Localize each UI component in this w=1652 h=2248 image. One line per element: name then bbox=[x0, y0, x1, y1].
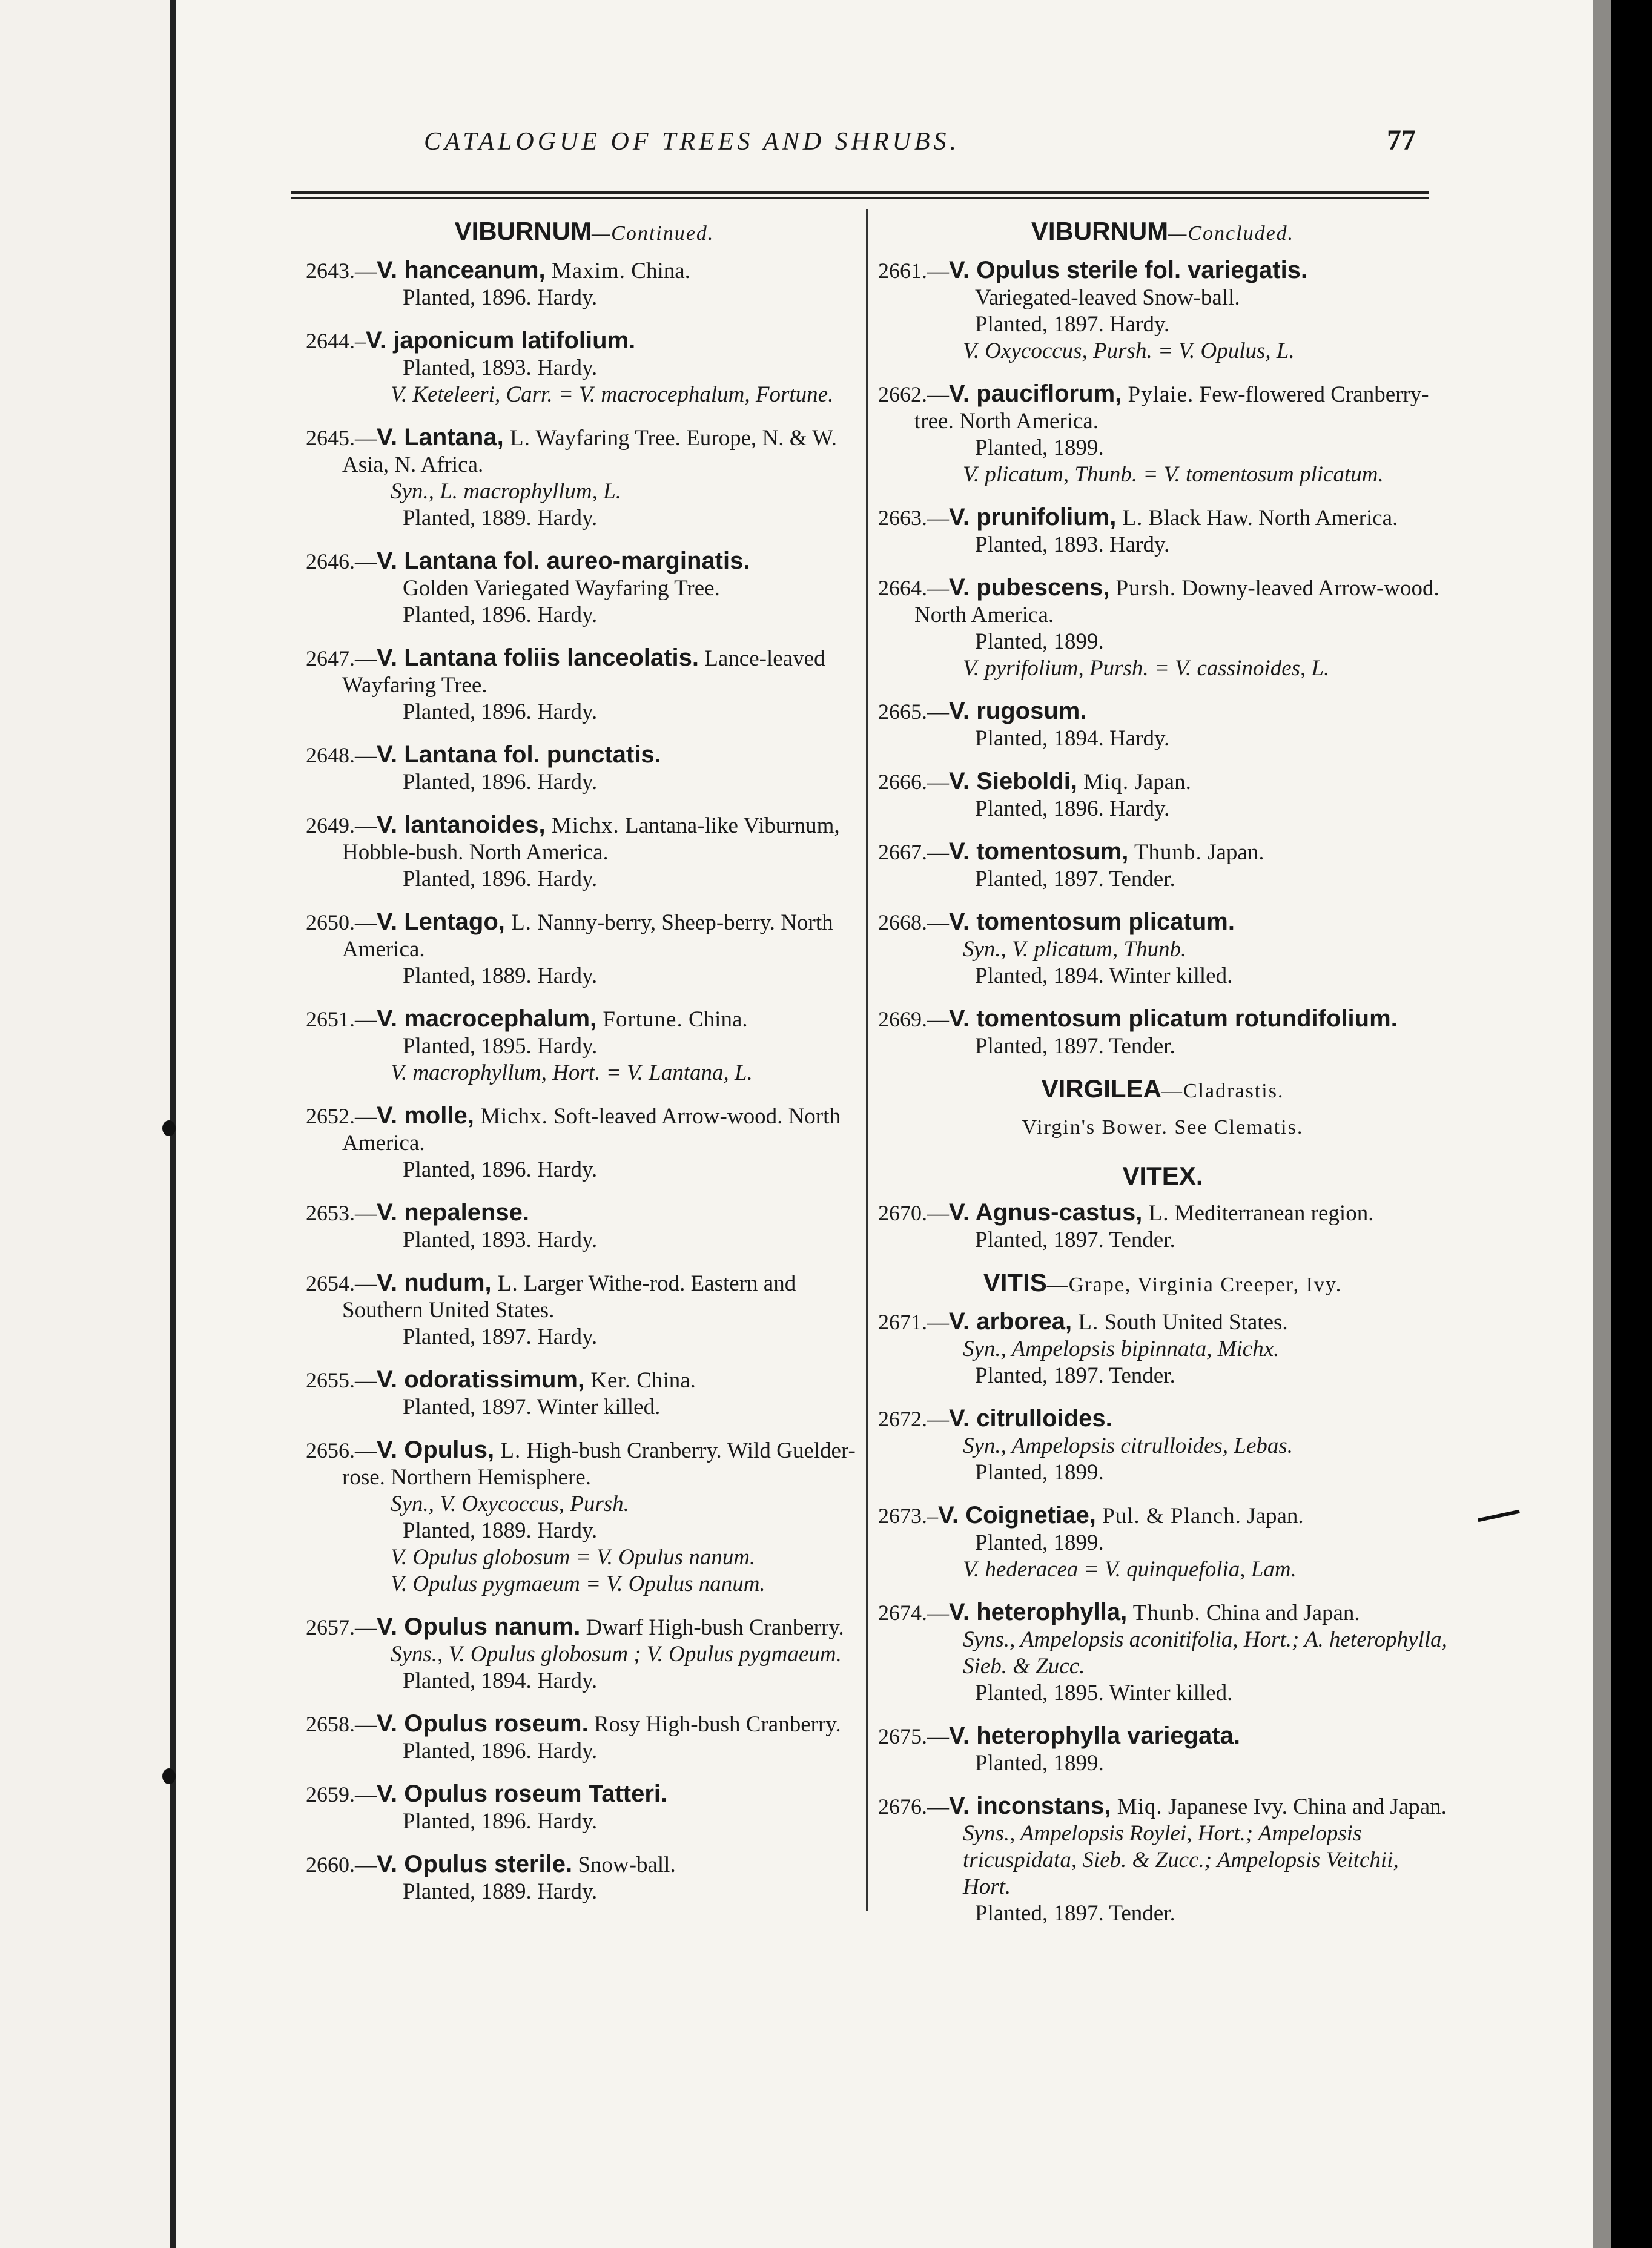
species-description: Black Haw. North America. bbox=[1143, 506, 1398, 531]
entry-number: 2651.— bbox=[306, 1007, 377, 1031]
genus-heading-vitex bbox=[878, 1163, 1447, 1189]
entry-heading bbox=[878, 574, 1447, 629]
planted-note: Planted, 1889. Hardy. bbox=[403, 964, 598, 988]
planted-note: Planted, 1893. Hardy. bbox=[403, 1228, 598, 1252]
planted-note: Planted, 1896. Hardy. bbox=[403, 699, 598, 724]
entry-heading bbox=[306, 1005, 863, 1033]
catalogue-entry bbox=[306, 1005, 863, 1086]
entry-heading bbox=[878, 908, 1447, 936]
heading-note: —Continued. bbox=[591, 222, 715, 245]
entry-heading bbox=[306, 547, 863, 575]
species-name: V. Opulus, bbox=[377, 1436, 495, 1463]
species-name: V. nudum, bbox=[377, 1269, 492, 1296]
species-author: L. bbox=[1072, 1310, 1099, 1335]
entry-number: 2676.— bbox=[878, 1794, 949, 1819]
entry-heading bbox=[306, 812, 863, 866]
catalogue-entry bbox=[306, 1199, 863, 1254]
entry-number: 2672.— bbox=[878, 1407, 949, 1431]
entry-heading bbox=[878, 504, 1447, 532]
catalogue-entry bbox=[306, 1851, 863, 1905]
entry-heading bbox=[878, 1793, 1447, 1820]
entry-heading bbox=[306, 424, 863, 478]
right-column bbox=[878, 218, 1447, 1943]
species-description: China. bbox=[631, 1368, 696, 1393]
catalogue-entry bbox=[878, 380, 1447, 488]
entry-number: 2657.— bbox=[306, 1615, 377, 1639]
species-name: V. prunifolium, bbox=[949, 504, 1117, 531]
entry-number: 2675.— bbox=[878, 1724, 949, 1748]
entry-number: 2650.— bbox=[306, 910, 377, 934]
species-description: Japanese Ivy. China and Japan. bbox=[1162, 1794, 1447, 1819]
catalogue-entry bbox=[306, 327, 863, 408]
column-divider bbox=[866, 209, 868, 1911]
species-author: L. bbox=[494, 1438, 521, 1463]
planted-note: Planted, 1897. Hardy. bbox=[975, 312, 1170, 337]
species-name: V. arborea, bbox=[949, 1308, 1072, 1335]
catalogue-entry bbox=[878, 257, 1447, 365]
entry-heading bbox=[306, 257, 863, 285]
species-description: Japan. bbox=[1129, 770, 1191, 795]
synonym-note: V. Oxycoccus, Pursh. = V. Opulus, L. bbox=[963, 339, 1295, 363]
entry-heading bbox=[306, 1780, 863, 1808]
catalogue-entry bbox=[306, 908, 863, 990]
planted-note: Planted, 1894. Hardy. bbox=[975, 726, 1170, 751]
catalogue-entry bbox=[306, 547, 863, 629]
planted-note: Planted, 1897. Winter killed. bbox=[403, 1395, 661, 1420]
entry-number: 2653.— bbox=[306, 1201, 377, 1225]
synonym-note: Syn., Ampelopsis citrulloides, Lebas. bbox=[963, 1433, 1294, 1458]
species-description: Mediterranean region. bbox=[1169, 1201, 1374, 1226]
entry-heading bbox=[878, 380, 1447, 435]
planted-note: Golden Variegated Wayfaring Tree. bbox=[403, 576, 720, 601]
entry-heading bbox=[306, 1199, 863, 1227]
genus-heading-viburnum bbox=[306, 218, 863, 247]
catalogue-entry bbox=[878, 1793, 1447, 1927]
species-name: V. Lantana fol. aureo-marginatis. bbox=[377, 547, 750, 574]
catalogue-entry bbox=[306, 741, 863, 796]
catalogue-entry bbox=[306, 644, 863, 726]
species-author: Michx. bbox=[474, 1104, 548, 1129]
entry-heading bbox=[306, 327, 863, 355]
catalogue-entry bbox=[306, 257, 863, 311]
entry-heading bbox=[306, 1613, 863, 1641]
genus-name: VIBURNUM bbox=[454, 217, 592, 245]
genus-heading-viburnum-concluded bbox=[878, 218, 1447, 247]
entry-list bbox=[306, 257, 863, 1905]
species-description: China. bbox=[682, 1007, 748, 1032]
species-name: V. Coignetiae, bbox=[938, 1502, 1096, 1529]
planted-note: Planted, 1897. Tender. bbox=[975, 867, 1175, 891]
planted-note: Planted, 1896. Hardy. bbox=[403, 1157, 598, 1182]
catalogue-entry bbox=[306, 1102, 863, 1183]
entry-number: 2664.— bbox=[878, 576, 949, 600]
entry-heading bbox=[878, 1405, 1447, 1433]
entry-heading bbox=[878, 1005, 1447, 1033]
species-name: V. lantanoides, bbox=[377, 812, 546, 838]
page-edge-strip bbox=[1593, 0, 1611, 2248]
entry-heading bbox=[306, 908, 863, 963]
species-author: L. bbox=[1142, 1201, 1169, 1226]
species-name: V. Sieboldi, bbox=[949, 768, 1077, 795]
heading-note: —Cladrastis. bbox=[1161, 1080, 1284, 1102]
binding-mark bbox=[162, 1768, 176, 1784]
entry-number: 2661.— bbox=[878, 259, 949, 283]
genus-name: VITEX. bbox=[1122, 1162, 1203, 1190]
catalogue-entry bbox=[878, 768, 1447, 822]
catalogue-entry bbox=[306, 1613, 863, 1694]
entry-heading bbox=[878, 1308, 1447, 1336]
species-author: Fortune. bbox=[596, 1007, 683, 1032]
catalogue-entry bbox=[878, 504, 1447, 558]
species-description: Larger Withe-rod. Eastern and Southern United States. bbox=[342, 1271, 796, 1323]
planted-note: Planted, 1897. Tender. bbox=[975, 1901, 1175, 1926]
species-author: Pul. & Planch. bbox=[1095, 1504, 1241, 1529]
species-description: Snow-ball. bbox=[572, 1853, 676, 1877]
entry-heading bbox=[878, 1502, 1447, 1530]
planted-note: Planted, 1889. Hardy. bbox=[403, 1518, 598, 1543]
species-name: V. Opulus roseum. bbox=[377, 1710, 589, 1737]
entry-number: 2663.— bbox=[878, 506, 949, 530]
catalogue-entry bbox=[878, 838, 1447, 893]
species-description: Soft-leaved Arrow-wood. North America. bbox=[342, 1104, 841, 1155]
species-name: V. hanceanum, bbox=[377, 257, 546, 283]
synonym-note: Syns., Ampelopsis aconitifolia, Hort.; A. heterophylla, Sieb. & Zucc. bbox=[963, 1627, 1447, 1679]
planted-note: Variegated-leaved Snow-ball. bbox=[975, 285, 1240, 310]
species-description: Few-flowered Cranberry-tree. North America. bbox=[914, 382, 1429, 434]
genus-heading-vitis bbox=[878, 1269, 1447, 1298]
entry-number: 2656.— bbox=[306, 1438, 377, 1463]
species-name: V. Agnus-castus, bbox=[949, 1199, 1143, 1226]
planted-note: Planted, 1896. Hardy. bbox=[403, 1809, 598, 1834]
catalogue-entry bbox=[878, 1722, 1447, 1777]
species-description: South United States. bbox=[1099, 1310, 1288, 1335]
planted-note: Planted, 1894. Hardy. bbox=[403, 1668, 598, 1693]
entry-heading bbox=[878, 257, 1447, 285]
planted-note: Planted, 1893. Hardy. bbox=[403, 355, 598, 380]
species-author: L. bbox=[491, 1271, 518, 1296]
species-description: Dwarf High-bush Cranberry. bbox=[580, 1615, 844, 1640]
entry-number: 2652.— bbox=[306, 1104, 377, 1128]
species-description: Downy-leaved Arrow-wood. North America. bbox=[914, 576, 1439, 627]
planted-note: Planted, 1889. Hardy. bbox=[403, 1879, 598, 1904]
page-number: 77 bbox=[1387, 124, 1416, 156]
planted-note: Planted, 1899. bbox=[975, 435, 1104, 460]
species-description: High-bush Cranberry. Wild Guelder-rose. Northern Hemisphere. bbox=[342, 1438, 856, 1490]
planted-note: Planted, 1897. Tender. bbox=[975, 1228, 1175, 1252]
species-author: Pursh. bbox=[1109, 576, 1177, 601]
entry-heading bbox=[878, 838, 1447, 866]
species-author: L. bbox=[503, 426, 530, 451]
synonym-note: Syns., Ampelopsis Roylei, Hort.; Ampelopsis tricuspidata, Sieb. & Zucc.; Ampelopsis Veitchii, Hort. bbox=[963, 1821, 1399, 1899]
species-name: V. inconstans, bbox=[949, 1793, 1111, 1819]
previous-page-edge bbox=[0, 0, 174, 2248]
catalogue-entry bbox=[306, 1710, 863, 1765]
catalogue-entry bbox=[878, 1599, 1447, 1707]
header-rule-thin bbox=[291, 197, 1429, 199]
entry-heading bbox=[878, 698, 1447, 726]
entry-number: 2646.— bbox=[306, 549, 377, 574]
planted-note: Planted, 1894. Winter killed. bbox=[975, 964, 1233, 988]
species-name: V. heterophylla, bbox=[949, 1599, 1128, 1625]
entry-heading bbox=[306, 1851, 863, 1879]
synonym-note: V. Opulus pygmaeum = V. Opulus nanum. bbox=[391, 1572, 765, 1596]
entry-number: 2665.— bbox=[878, 699, 949, 724]
planted-note: Planted, 1899. bbox=[975, 629, 1104, 654]
entry-number: 2648.— bbox=[306, 743, 377, 767]
entry-number: 2659.— bbox=[306, 1782, 377, 1807]
catalogue-entry bbox=[306, 1366, 863, 1421]
synonym-note: V. hederacea = V. quinquefolia, Lam. bbox=[963, 1557, 1297, 1582]
entry-number: 2674.— bbox=[878, 1601, 949, 1625]
species-author: Ker. bbox=[584, 1368, 632, 1393]
catalogue-entry bbox=[306, 424, 863, 532]
planted-note: Planted, 1897. Hardy. bbox=[403, 1324, 598, 1349]
species-name: V. Opulus sterile. bbox=[377, 1851, 573, 1877]
catalogue-entry bbox=[306, 812, 863, 893]
catalogue-entry bbox=[878, 1502, 1447, 1583]
species-name: V. Lantana foliis lanceolatis. bbox=[377, 644, 699, 671]
species-description: Wayfaring Tree. Europe, N. & W. Asia, N. Africa. bbox=[342, 426, 837, 477]
species-name: V. heterophylla variegata. bbox=[949, 1722, 1240, 1749]
species-author: Michx. bbox=[545, 813, 620, 838]
genus-name: VIRGILEA bbox=[1041, 1074, 1161, 1103]
species-author: Thunb. bbox=[1128, 840, 1202, 865]
species-name: V. Lantana fol. punctatis. bbox=[377, 741, 661, 768]
synonym-note: Syn., Ampelopsis bipinnata, Michx. bbox=[963, 1337, 1280, 1361]
species-author: Miq. bbox=[1111, 1794, 1163, 1819]
entry-number: 2669.— bbox=[878, 1007, 949, 1031]
genus-name: VITIS bbox=[983, 1268, 1047, 1297]
species-author: Maxim. bbox=[545, 259, 626, 283]
catalogue-entry bbox=[878, 908, 1447, 990]
entry-heading bbox=[878, 768, 1447, 796]
planted-note: Planted, 1897. Tender. bbox=[975, 1363, 1175, 1388]
planted-note: Planted, 1895. Winter killed. bbox=[975, 1681, 1233, 1705]
planted-note: Planted, 1897. Tender. bbox=[975, 1034, 1175, 1059]
entry-number: 2654.— bbox=[306, 1271, 377, 1295]
catalogue-entry bbox=[878, 1005, 1447, 1060]
planted-note: Planted, 1899. bbox=[975, 1460, 1104, 1485]
genus-name: VIBURNUM bbox=[1031, 217, 1169, 245]
entry-number: 2655.— bbox=[306, 1368, 377, 1392]
entry-heading bbox=[306, 1269, 863, 1324]
species-name: V. tomentosum, bbox=[949, 838, 1129, 865]
species-author: Miq. bbox=[1077, 770, 1129, 795]
species-name: V. Lentago, bbox=[377, 908, 505, 935]
entry-heading bbox=[306, 644, 863, 699]
entry-number: 2667.— bbox=[878, 840, 949, 864]
entry-heading bbox=[306, 1366, 863, 1394]
species-description: Lantana-like Viburnum, Hobble-bush. North America. bbox=[342, 813, 840, 865]
species-name: V. pubescens, bbox=[949, 574, 1110, 601]
planted-note: Planted, 1896. Hardy. bbox=[403, 1739, 598, 1764]
catalogue-entry bbox=[878, 574, 1447, 682]
synonym-note: Syns., V. Opulus globosum ; V. Opulus pygmaeum. bbox=[391, 1642, 842, 1667]
entry-heading bbox=[306, 1710, 863, 1738]
catalogue-entry bbox=[878, 1405, 1447, 1486]
planted-note: Planted, 1896. Hardy. bbox=[975, 796, 1170, 821]
synonym-note: V. Opulus globosum = V. Opulus nanum. bbox=[391, 1545, 756, 1570]
binding-mark bbox=[162, 1120, 176, 1136]
catalogue-entry bbox=[306, 1269, 863, 1350]
entry-list bbox=[878, 1199, 1447, 1254]
cross-reference: Virgin's Bower. See Clematis. bbox=[1022, 1116, 1304, 1139]
species-description: Nanny-berry, Sheep-berry. North America. bbox=[342, 910, 833, 962]
catalogue-entry bbox=[306, 1436, 863, 1598]
species-name: V. macrocephalum, bbox=[377, 1005, 597, 1032]
synonym-note: V. macrophyllum, Hort. = V. Lantana, L. bbox=[391, 1060, 753, 1085]
entry-number: 2645.— bbox=[306, 426, 377, 450]
planted-note: Planted, 1896. Hardy. bbox=[403, 867, 598, 891]
planted-note: Planted, 1895. Hardy. bbox=[403, 1034, 598, 1059]
entry-number: 2668.— bbox=[878, 910, 949, 934]
species-description: Japan. bbox=[1201, 840, 1264, 865]
species-name: V. Opulus roseum Tatteri. bbox=[377, 1780, 668, 1807]
synonym-note: Syn., L. macrophyllum, L. bbox=[391, 479, 621, 504]
synonym-note: V. pyrifolium, Pursh. = V. cassinoides, L. bbox=[963, 656, 1330, 681]
planted-note: Planted, 1896. Hardy. bbox=[403, 603, 598, 627]
entry-number: 2671.— bbox=[878, 1310, 949, 1334]
species-name: V. Lantana, bbox=[377, 424, 504, 451]
synonym-note: Syn., V. plicatum, Thunb. bbox=[963, 937, 1187, 962]
entry-number: 2673.– bbox=[878, 1504, 938, 1528]
catalogue-entry bbox=[878, 698, 1447, 752]
species-name: V. japonicum latifolium. bbox=[366, 327, 636, 354]
entry-number: 2644.– bbox=[306, 329, 366, 353]
entry-number: 2647.— bbox=[306, 646, 377, 670]
entry-number: 2643.— bbox=[306, 259, 377, 283]
entry-number: 2658.— bbox=[306, 1712, 377, 1736]
page-edge bbox=[1593, 0, 1652, 2248]
left-column bbox=[306, 218, 863, 1921]
entry-list bbox=[878, 1308, 1447, 1927]
species-name: V. tomentosum plicatum. bbox=[949, 908, 1235, 935]
species-name: V. Opulus nanum. bbox=[377, 1613, 581, 1640]
planted-note: Planted, 1899. bbox=[975, 1751, 1104, 1776]
species-name: V. pauciflorum, bbox=[949, 380, 1122, 407]
species-name: V. odoratissimum, bbox=[377, 1366, 585, 1393]
synonym-note: V. plicatum, Thunb. = V. tomentosum plicatum. bbox=[963, 462, 1384, 487]
planted-note: Planted, 1893. Hardy. bbox=[975, 532, 1170, 557]
species-author: L. bbox=[504, 910, 532, 935]
species-name: V. nepalense. bbox=[377, 1199, 529, 1226]
planted-note: Planted, 1896. Hardy. bbox=[403, 285, 598, 310]
entry-number: 2660.— bbox=[306, 1853, 377, 1877]
species-name: V. tomentosum plicatum rotundifolium. bbox=[949, 1005, 1398, 1032]
entry-heading bbox=[306, 741, 863, 769]
catalogue-entry bbox=[306, 1780, 863, 1835]
entry-list bbox=[878, 257, 1447, 1060]
heading-note: —Concluded. bbox=[1168, 222, 1295, 245]
species-author: Pylaie. bbox=[1122, 382, 1194, 407]
entry-heading bbox=[878, 1722, 1447, 1750]
heading-note: —Grape, Virginia Creeper, Ivy. bbox=[1046, 1274, 1343, 1296]
species-name: V. rugosum. bbox=[949, 698, 1087, 724]
species-description: Japan. bbox=[1241, 1504, 1304, 1529]
entry-heading bbox=[306, 1102, 863, 1157]
species-name: V. Opulus sterile fol. variegatis. bbox=[949, 257, 1308, 283]
genus-heading-virgilea bbox=[878, 1076, 1447, 1105]
planted-note: Planted, 1896. Hardy. bbox=[403, 770, 598, 795]
entry-heading bbox=[878, 1599, 1447, 1627]
header-rule bbox=[291, 191, 1429, 194]
planted-note: Planted, 1889. Hardy. bbox=[403, 506, 598, 531]
synonym-note: Syn., V. Oxycoccus, Pursh. bbox=[391, 1492, 629, 1516]
entry-heading bbox=[306, 1436, 863, 1491]
entry-heading bbox=[878, 1199, 1447, 1227]
running-header: CATALOGUE OF TREES AND SHRUBS. bbox=[424, 128, 960, 156]
entry-number: 2662.— bbox=[878, 382, 949, 406]
planted-note: Planted, 1899. bbox=[975, 1530, 1104, 1555]
entry-number: 2649.— bbox=[306, 813, 377, 838]
synonym-note: V. Keteleeri, Carr. = V. macrocephalum, Fortune. bbox=[391, 382, 834, 407]
entry-number: 2670.— bbox=[878, 1201, 949, 1225]
species-description: China and Japan. bbox=[1200, 1601, 1360, 1625]
species-author: L. bbox=[1116, 506, 1143, 531]
species-description: China. bbox=[626, 259, 690, 283]
species-author: Thunb. bbox=[1127, 1601, 1201, 1625]
species-description: Lance-leaved Wayfaring Tree. bbox=[342, 646, 825, 698]
entry-number: 2666.— bbox=[878, 770, 949, 794]
species-name: V. molle, bbox=[377, 1102, 474, 1129]
catalogue-entry bbox=[878, 1199, 1447, 1254]
species-name: V. citrulloides. bbox=[949, 1405, 1112, 1432]
species-description: Rosy High-bush Cranberry. bbox=[588, 1712, 841, 1737]
catalogue-entry bbox=[878, 1308, 1447, 1389]
